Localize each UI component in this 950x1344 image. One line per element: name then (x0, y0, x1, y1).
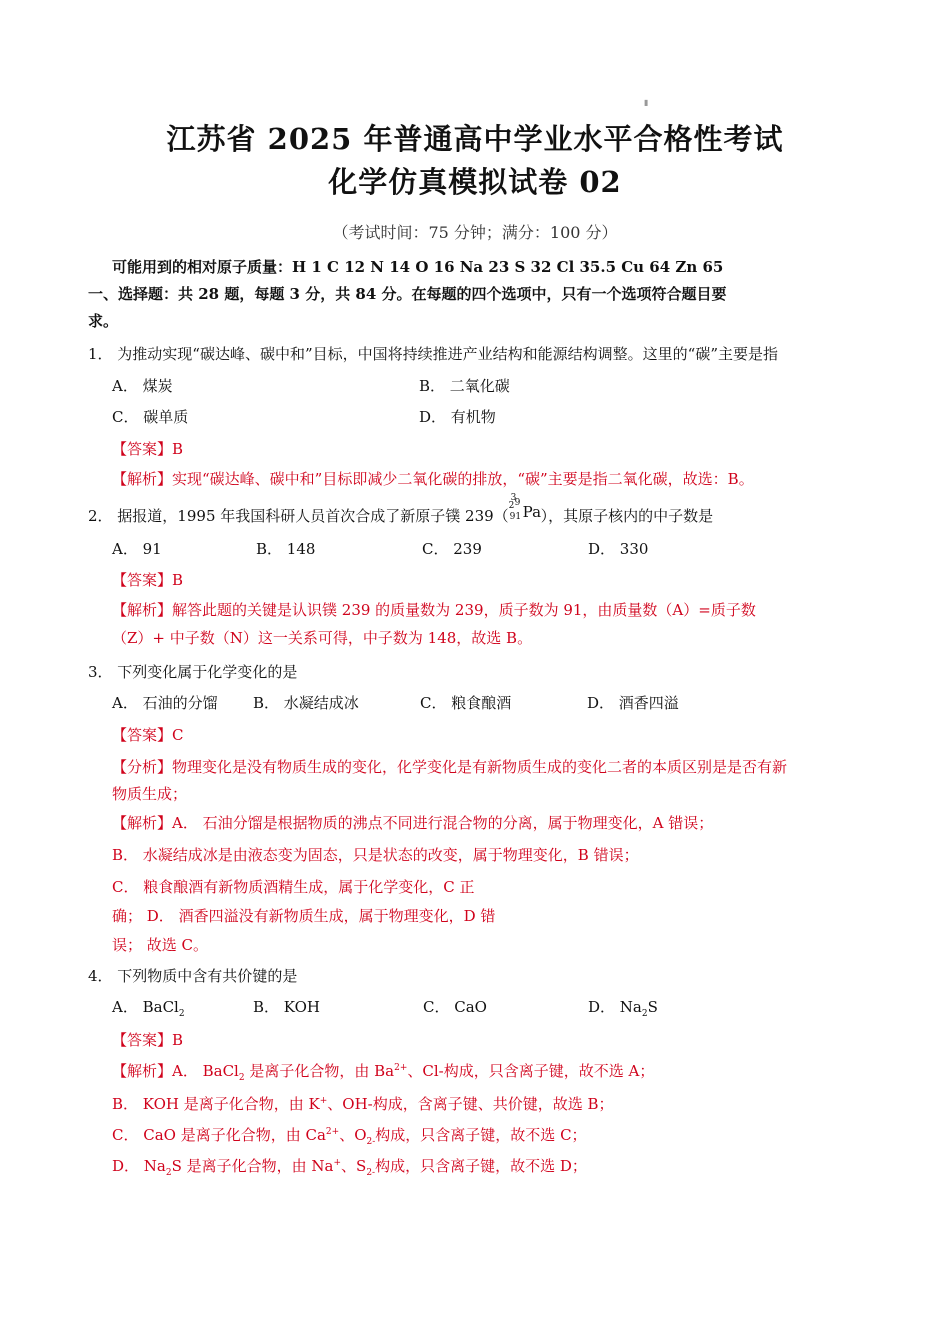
superscript: 2+ (394, 1063, 408, 1073)
q4-option-d-text-end: S (647, 998, 658, 1016)
superscript: + (333, 1158, 342, 1168)
q4-option-a-text: A． BaCl (112, 998, 179, 1016)
superscript: + (319, 1096, 328, 1106)
q4-option-a (112, 996, 185, 1017)
nuclide-mass-digit-2: 2 (508, 501, 515, 511)
nuclide-atomic-number: 91 (509, 512, 522, 522)
q2-option-b: B． 148 (256, 540, 316, 558)
q2-analysis-line1: 【解析】解答此题的关键是认识镤 239 的质量数为 239，质子数为 91，由质量数（A）=质子数 (112, 601, 756, 619)
text: 、Cl-构成，只含离子键，故不选 A； (407, 1062, 655, 1080)
exam-info: （考试时间：75 分钟；满分：100 分） (332, 223, 618, 242)
section1-heading: 一、选择题：共 28 题，每题 3 分，共 84 分。在每题的四个选项中，只有一个选项符合题目要 (88, 285, 727, 303)
q4-analysis-line1 (112, 1060, 654, 1081)
q2-option-d: D． 330 (588, 540, 649, 558)
q1-option-b: B． 二氧化碳 (419, 377, 510, 395)
q2-analysis-line2: （Z）+ 中子数（N）这一关系可得，中子数为 148，故选 B。 (112, 629, 533, 647)
q4-answer: 【答案】B (112, 1031, 184, 1049)
q3-fenxi-line2: 物质生成； (112, 785, 188, 803)
q1-answer: 【答案】B (112, 440, 184, 458)
q2-stem (88, 493, 714, 526)
q4-analysis-line2 (112, 1093, 614, 1114)
nuclide-symbol (508, 493, 542, 525)
subscript: 2 (165, 1168, 172, 1178)
q4-option-c: C． CaO (423, 998, 487, 1016)
text: 、OH-构成，含离子键、共价键，故选 B； (327, 1095, 614, 1113)
nuclide-mass-digit-1: 3 (510, 493, 517, 503)
q3-answer: 【答案】C (112, 726, 184, 744)
q3-analysis-line2: B． 水凝结成冰是由液态变为固态，只是状态的改变，属于物理变化，B 错误； (112, 846, 639, 864)
text: 【解析】A． BaCl (112, 1062, 239, 1080)
text: 是离子化合物，由 Ba (244, 1062, 395, 1080)
q3-option-b: B． 水凝结成冰 (253, 694, 359, 712)
text: 构成，只含离子键，故不选 D； (375, 1157, 587, 1175)
text: C． CaO 是离子化合物，由 Ca (112, 1126, 326, 1144)
subscript: 2- (366, 1168, 376, 1178)
q3-analysis-line4: 确； D． 酒香四溢没有新物质生成，属于物理变化，D 错 (112, 907, 496, 925)
header-mark: ▮ (644, 98, 649, 107)
q4-option-d-text: D． Na (588, 998, 642, 1016)
q4-option-d (588, 996, 658, 1017)
text: 、S (341, 1157, 367, 1175)
q2-option-a: A． 91 (112, 540, 162, 558)
subscript: 2 (238, 1073, 245, 1083)
q3-option-d: D． 酒香四溢 (587, 694, 679, 712)
section1-heading-cont: 求。 (88, 312, 119, 330)
q2-stem-part1: 2． 据报道，1995 年我国科研人员首次合成了新原子镤 239（ (88, 507, 509, 525)
q4-stem: 4． 下列物质中含有共价键的是 (88, 967, 298, 985)
q1-analysis: 【解析】实现“碳达峰、碳中和”目标即减少二氧化碳的排放，“碳”主要是指二氧化碳，故选：B。 (112, 470, 754, 488)
q2-option-c: C． 239 (422, 540, 482, 558)
q1-option-c: C． 碳单质 (112, 408, 189, 426)
q4-option-b: B． KOH (253, 998, 320, 1016)
superscript: 2+ (325, 1127, 340, 1137)
text: S 是离子化合物，由 Na (171, 1157, 334, 1175)
q2-stem-part2: ），其原子核内的中子数是 (540, 507, 714, 525)
q3-option-c: C． 粮食酿酒 (420, 694, 512, 712)
text: D． Na (112, 1157, 166, 1175)
subscript: 2- (366, 1137, 376, 1147)
subscript: 2 (178, 1009, 185, 1019)
q2-answer: 【答案】B (112, 571, 184, 589)
q3-analysis-line3: C． 粮食酿酒有新物质酒精生成，属于化学变化，C 正 (112, 878, 475, 896)
q3-stem: 3． 下列变化属于化学变化的是 (88, 663, 298, 681)
text: 、O (339, 1126, 367, 1144)
text: B． KOH 是离子化合物，由 K (112, 1095, 320, 1113)
q3-analysis-line5: 误； 故选 C。 (112, 936, 209, 954)
nuclide-mass-digit-3: 9 (514, 498, 521, 508)
q4-analysis-line3 (112, 1124, 587, 1145)
subscript: 2 (641, 1009, 648, 1019)
title-line-1: 江苏省 2025 年普通高中学业水平合格性考试 (166, 122, 784, 156)
atomic-masses: 可能用到的相对原子质量：H 1 C 12 N 14 O 16 Na 23 S 32 Cl 35.5 Cu 64 Zn 65 (112, 258, 724, 276)
q1-option-a: A． 煤炭 (112, 377, 173, 395)
title-line-2: 化学仿真模拟试卷 02 (328, 165, 622, 199)
q4-analysis-line4 (112, 1155, 587, 1176)
q3-option-a: A． 石油的分馏 (112, 694, 218, 712)
nuclide-element: Pa (522, 503, 542, 521)
text: 构成，只含离子键，故不选 C； (375, 1126, 587, 1144)
q1-stem: 1． 为推动实现“碳达峰、碳中和”目标，中国将持续推进产业结构和能源结构调整。这里的“碳”主要是指 (88, 345, 778, 363)
q3-fenxi-line1: 【分析】物理变化是没有物质生成的变化，化学变化是有新物质生成的变化二者的本质区别是是否有新 (112, 758, 788, 776)
q1-option-d: D． 有机物 (419, 408, 496, 426)
q3-analysis-line1: 【解析】A． 石油分馏是根据物质的沸点不同进行混合物的分离，属于物理变化，A 错误； (112, 814, 714, 832)
